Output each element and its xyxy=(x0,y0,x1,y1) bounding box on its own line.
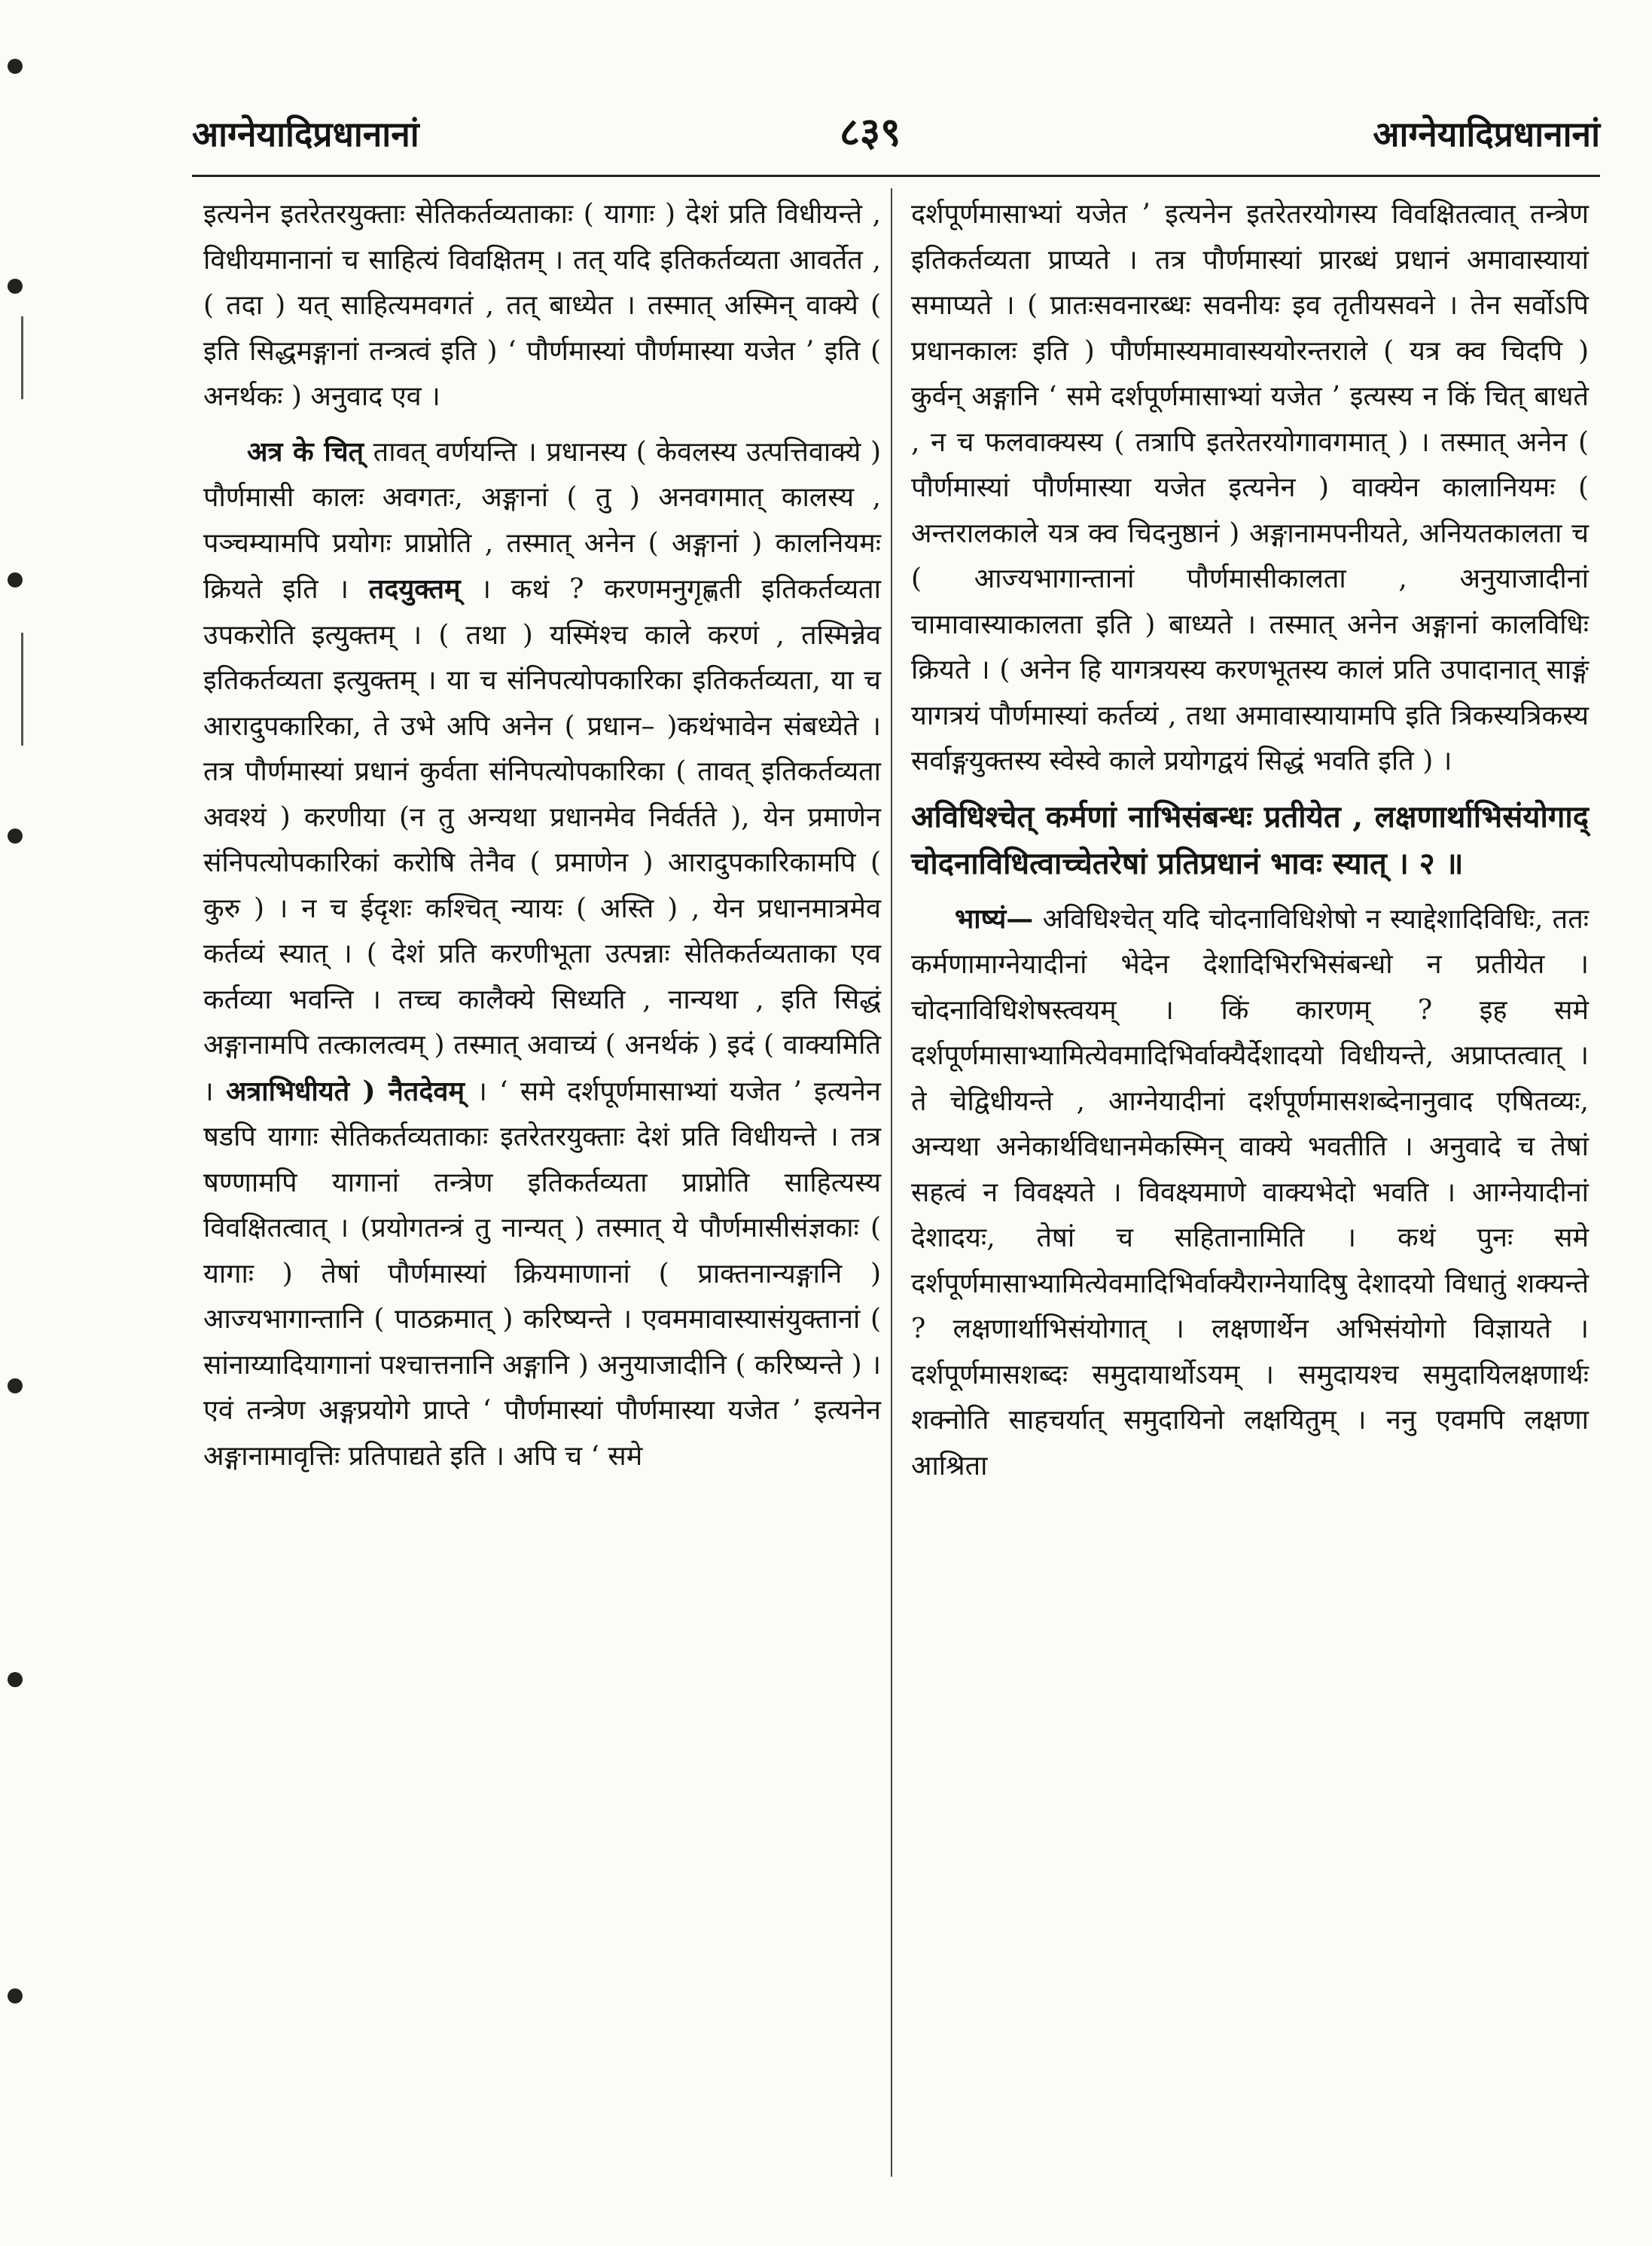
right-column xyxy=(911,192,1589,1489)
sutra-verse: अविधिश्चेत् कर्मणां नाभिसंबन्धः प्रतीयेत , लक्षणार्थाभिसंयोगाद् चोदनाविधित्वाच्चेतरेषां प्रतिप्रधानं भावः स्यात् । २ ॥ xyxy=(911,798,1589,881)
paragraph: इत्यनेन इतरेतरयुक्ताः सेतिकर्तव्यताकाः ( यागाः ) देशं प्रति विधीयन्ते , विधीयमानानां च साहित्यं विवक्षितम् । तत् यदि इतिकर्तव्यता आवर्तेत , ( तदा ) यत् साहित्यमवगतं , तत् बाध्येत । तस्मात् अस्मिन् वाक्ये ( इति सिद्धमङ्गानां तन्त्रत्वं इति ) ‘ पौर्णमास्यां पौर्णमास्या यजेत ’ इति ( अनर्थकः ) अनुवाद एव । xyxy=(203,199,881,412)
running-head-left: आग्नेयादिप्रधानानां xyxy=(192,114,419,154)
header-rule xyxy=(192,175,1600,177)
margin-mark xyxy=(8,1672,23,1687)
bold-phrase: अत्राभिधीयते ) नैतदेवम् xyxy=(225,1075,465,1107)
text-run: । कथं ? करणमनुगृह्णती इतिकर्तव्यता उपकरोति इत्युक्तम् । ( तथा ) यस्मिंश्च काले करणं , तस्मिन्नेव इतिकर्तव्यता इत्युक्तम् । या च संनिपत्योपकारिका इतिकर्तव्यता, या च आरादुपकारिका, ते उभे अपि अनेन ( प्रधान– )कथंभावेन संबध्येते । तत्र पौर्णमास्यां प्रधानं कुर्वता संनिपत्योपकारिका ( तावत् इतिकर्तव्यता अवश्यं ) करणीया (न तु अन्यथा प्रधानमेव निर्वर्तते ), येन प्रमाणेन संनिपत्योपकारिकां करोषि तेनैव ( प्रमाणेन ) आरादुपकारिकामपि ( कुरु ) । न च ईदृशः कश्चित् न्यायः ( अस्ति ) , येन प्रधानमात्रमेव कर्तव्यं स्यात् । ( देशं प्रति करणीभूता उत्पन्नाः सेतिकर्तव्यताका एव कर्तव्या भवन्ति । तच्च कालैक्ये सिध्यति , नान्यथा , इति सिद्धं अङ्गानामपि तत्कालत्वम् ) तस्मात् अवाच्यं ( अनर्थकं ) इदं ( वाक्यमिति । xyxy=(203,574,881,1107)
paragraph: दर्शपूर्णमासाभ्यां यजेत ’ इत्यनेन इतरेतरयोगस्य विवक्षितत्वात् तन्त्रेण इतिकर्तव्यता प्राप्यते । तत्र पौर्णमास्यां प्रारब्धं प्रधानं अमावास्यायां समाप्यते । ( प्रातःसवनारब्धः सवनीयः इव तृतीयसवने । तेन सर्वोऽपि प्रधानकालः इति ) पौर्णमास्यमावास्ययोरन्तराले ( यत्र क्व चिदपि ) कुर्वन् अङ्गानि ‘ समे दर्शपूर्णमासाभ्यां यजेत ’ इत्यस्य न किं चित् बाधते , न च फलवाक्यस्य ( तत्रापि इतरेतरयोगावगमात् ) । तस्मात् अनेन ( पौर्णमास्यां पौर्णमास्या यजेत इत्यनेन ) वाक्येन कालानियमः ( अन्तरालकाले यत्र क्व चिदनुष्ठानं ) अङ्गानामपनीयते, अनियतकालता च ( आज्यभागान्तानां पौर्णमासीकालता , अनुयाजादीनां चामावास्याकालता इति ) बाध्यते । तस्मात् अनेन अङ्गानां कालविधिः क्रियते । ( अनेन हि यागत्रयस्य करणभूतस्य कालं प्रति उपादानात् साङ्गं यागत्रयं पौर्णमास्यां कर्तव्यं , तथा अमावास्यायामपि इति त्रिकस्यत्रिकस्य सर्वाङ्गयुक्तस्य स्वेस्वे काले प्रयोगद्वयं सिद्धं भवति इति ) । xyxy=(911,199,1589,777)
bhashya-label: भाष्यं— xyxy=(955,902,1034,935)
bold-lead: अत्र के चित् xyxy=(247,435,364,468)
margin-mark xyxy=(8,1378,23,1393)
margin-mark xyxy=(8,829,23,844)
margin-mark xyxy=(8,572,23,587)
margin-mark xyxy=(8,279,23,294)
page-number: ८३९ xyxy=(840,110,901,155)
paragraph xyxy=(203,429,881,1480)
text-run: अविधिश्चेत् यदि चोदनाविधिशेषो न स्याद्देशादिविधिः, ततः कर्मणामाग्नेयादीनां भेदेन देशादिभिरभिसंबन्धो न प्रतीयेत । चोदनाविधिशेषस्त्वयम् । किं कारणम् ? इह समे दर्शपूर्णमासाभ्यामित्येवमादिभिर्वाक्यैर्देशादयो विधीयन्ते, अप्राप्तत्वात् । ते चेद्विधीयन्ते , आग्नेयादीनां दर्शपूर्णमासशब्देनानुवाद एषितव्यः, अन्यथा अनेकार्थविधानमेकस्मिन् वाक्ये भवतीति । अनुवादे च तेषां सहत्वं न विवक्ष्यते । विवक्ष्यमाणे वाक्यभेदो भवति । आग्नेयादीनां देशादयः, तेषां च सहितानामिति । कथं पुनः समे दर्शपूर्णमासाभ्यामित्येवमादिभिर्वाक्यैराग्नेयादिषु देशादयो विधातुं शक्यन्ते ? लक्षणार्थाभिसंयोगात् । लक्षणार्थेन अभिसंयोगो विज्ञायते । दर्शपूर्णमासशब्दः समुदायार्थोऽयम् । समुदायश्च समुदायिलक्षणार्थः शक्नोति साहचर्यात् समुदायिनो लक्षयितुम् । ननु एवमपि लक्षणा आश्रिता xyxy=(911,903,1589,1482)
paragraph xyxy=(911,896,1589,1490)
margin-line xyxy=(21,316,23,399)
margin-mark xyxy=(8,59,23,74)
page-header xyxy=(192,104,1600,164)
text-run: तावत् वर्णयन्ति । प्रधानस्य ( केवलस्य उत्पत्तिवाक्ये ) पौर्णमासी कालः अवगतः, अङ्गानां ( तु ) अनवगमात् कालस्य , पञ्चम्यामपि प्रयोगः प्राप्नोति , तस्मात् अनेन ( अङ्गानां ) कालनियमः क्रियते इति । xyxy=(203,436,882,605)
running-head-right: आग्नेयादिप्रधानानां xyxy=(1373,114,1600,154)
column-divider xyxy=(891,188,892,2177)
text-run: । ‘ समे दर्शपूर्णमासाभ्यां यजेत ’ इत्यनेन षडपि यागाः सेतिकर्तव्यताकाः इतरेतरयुक्ताः देशं प्रति विधीयन्ते । तत्र षण्णामपि यागानां तन्त्रेण इतिकर्तव्यता प्राप्नोति साहित्यस्य विवक्षितत्वात् । (प्रयोगतन्त्रं तु नान्यत् ) तस्मात् ये पौर्णमासीसंज्ञकाः ( यागाः ) तेषां पौर्णमास्यां क्रियमाणानां ( प्राक्तनान्यङ्गानि ) आज्यभागान्तानि ( पाठक्रमात् ) करिष्यन्ते । एवममावास्यासंयुक्तानां ( सांनाय्यादियागानां पश्चात्तनानि अङ्गानि ) अनुयाजादीनि ( करिष्यन्ते ) । एवं तन्त्रेण अङ्गप्रयोगे प्राप्ते ‘ पौर्णमास्यां पौर्णमास्या यजेत ’ इत्यनेन अङ्गानामावृत्तिः प्रतिपाद्यते इति । अपि च ‘ समे xyxy=(203,1076,881,1472)
margin-mark xyxy=(8,1988,23,2003)
margin-line xyxy=(21,633,23,746)
bold-phrase: तदयुक्तम् xyxy=(368,573,461,605)
left-column xyxy=(203,192,881,1479)
